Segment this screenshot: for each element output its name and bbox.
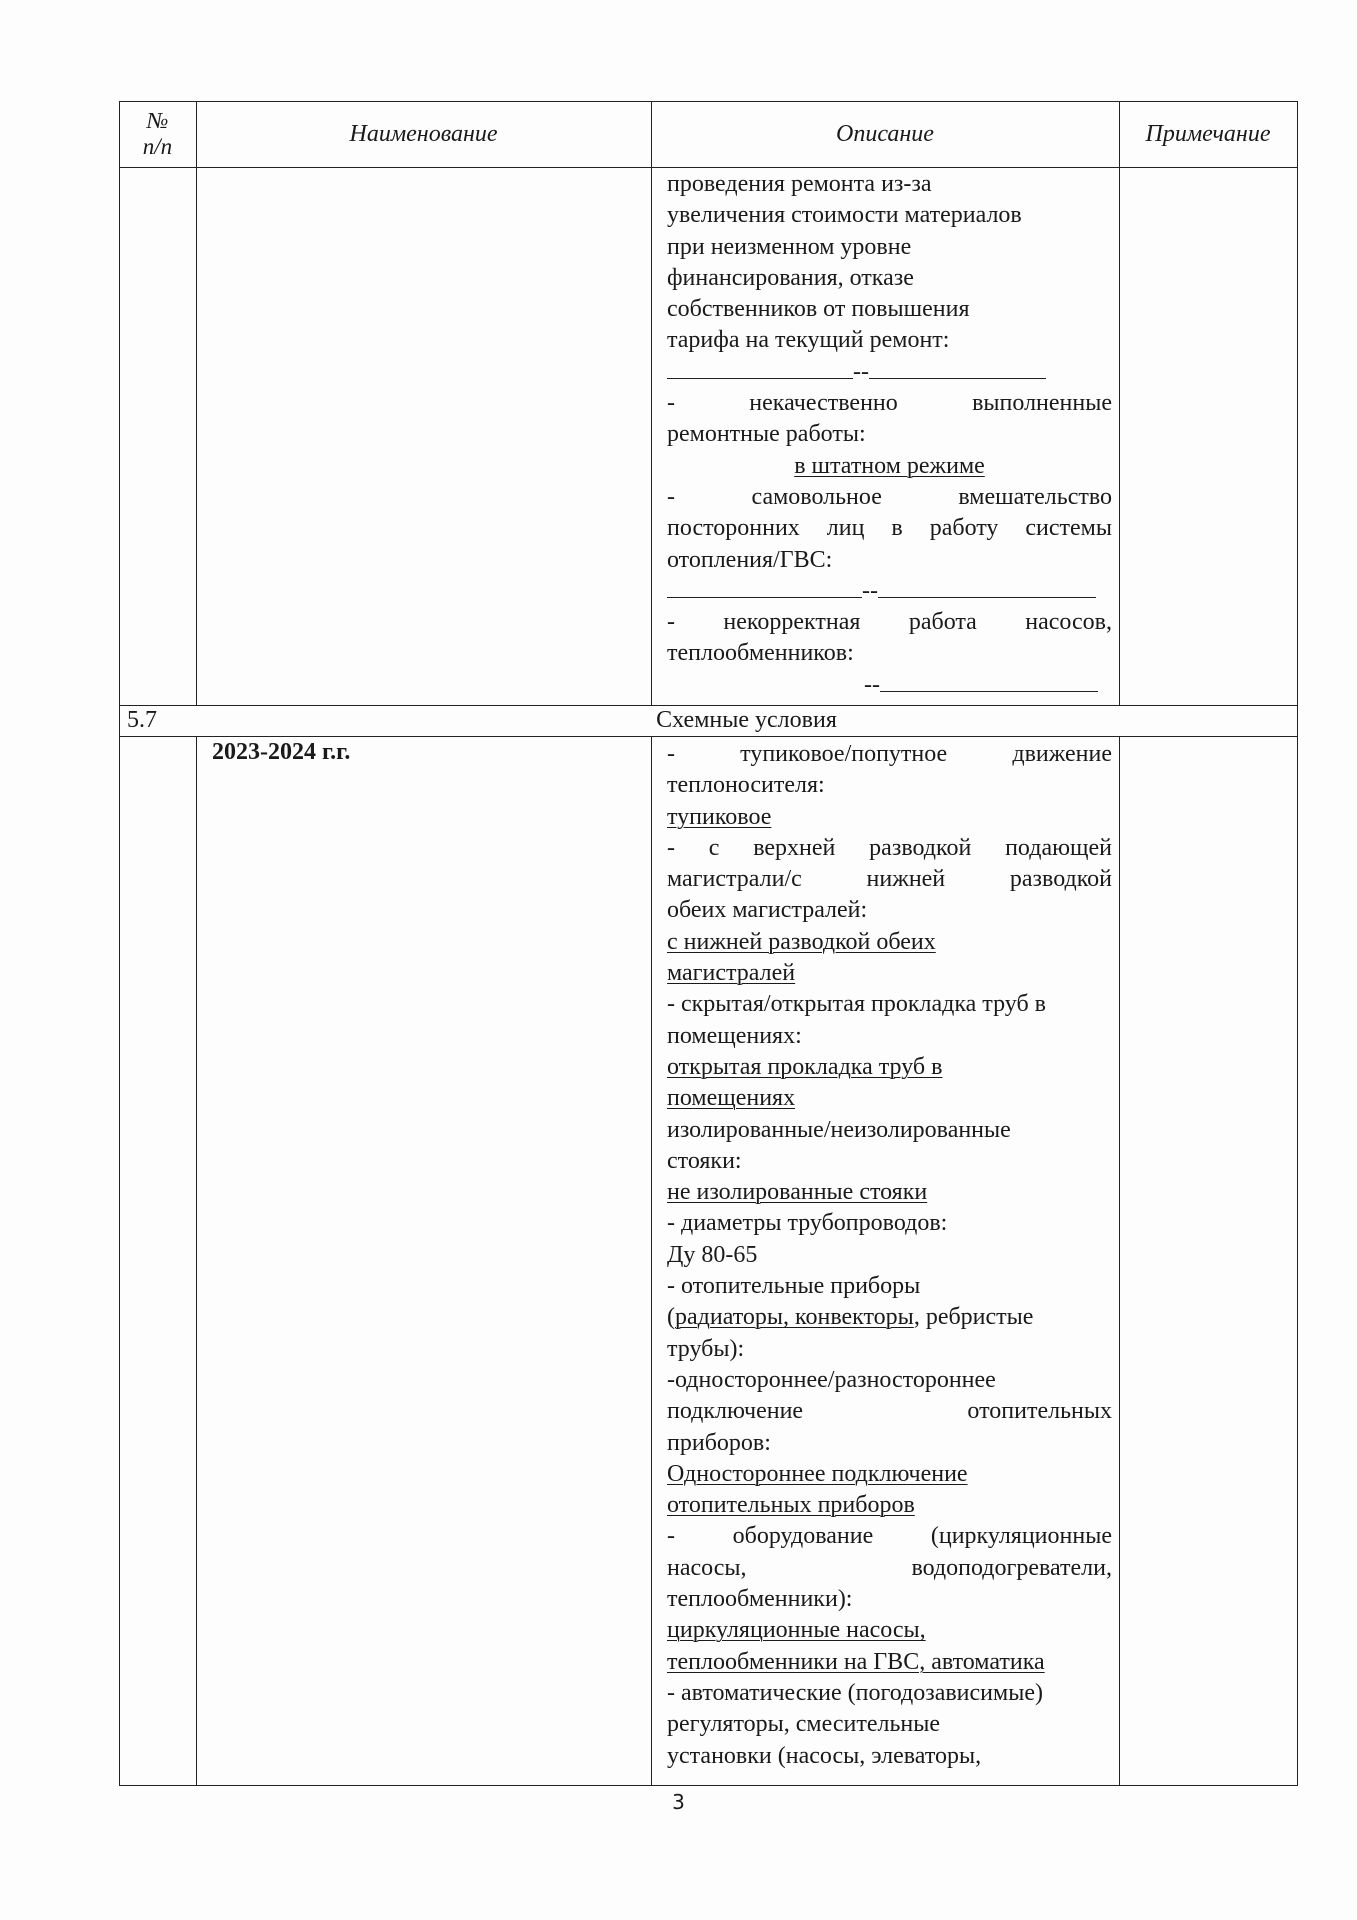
desc-line: - некорректная работа насосов, — [667, 609, 1112, 636]
desc-line: трубы): — [667, 1335, 745, 1362]
desc-line: - автоматические (погодозависимые) — [667, 1679, 1043, 1706]
desc-line: - некачественно выполненные — [667, 390, 1112, 417]
desc-line: ремонтные работы: — [667, 421, 866, 448]
col-divider-3 — [1119, 101, 1120, 705]
desc-line: насосы, водоподогреватели, — [667, 1554, 1112, 1581]
desc-line: - диаметры трубопроводов: — [667, 1210, 948, 1237]
desc-line: Одностороннее подключение — [667, 1460, 968, 1487]
desc-line: (радиаторы, конвекторы, ребристые — [667, 1304, 1034, 1331]
desc-line: не изолированные стояки — [667, 1179, 928, 1206]
desc-line: собственников от повышения — [667, 296, 970, 323]
document-table — [119, 101, 1298, 1785]
schematic-conditions-description — [667, 739, 1112, 1772]
desc-line: Ду 80-65 — [667, 1241, 758, 1268]
desc-line: приборов: — [667, 1429, 771, 1456]
desc-line: тарифа на текущий ремонт: — [667, 327, 950, 354]
col-divider-1 — [196, 101, 197, 705]
table-border-left — [119, 101, 120, 1785]
header-col-description: Описание — [836, 121, 934, 147]
desc-line: - отопительные приборы — [667, 1273, 921, 1300]
desc-line: - оборудование (циркуляционные — [667, 1523, 1112, 1550]
desc-line: проведения ремонта из-за — [667, 171, 932, 197]
desc-line: теплообменники): — [667, 1586, 853, 1613]
header-bottom-rule — [119, 167, 1298, 168]
desc-line: магистрали/с нижней разводкой — [667, 866, 1112, 893]
desc-line: отопительных приборов — [667, 1492, 915, 1519]
col-divider-1b — [196, 736, 197, 1785]
header-col-number: № п/п — [142, 108, 173, 159]
period-name: 2023-2024 г.г. — [212, 739, 351, 765]
desc-line: с нижней разводкой обеих — [667, 928, 936, 955]
desc-line: магистралей — [667, 960, 796, 987]
desc-line: установки (насосы, элеваторы, — [667, 1742, 982, 1769]
col-divider-2b — [651, 736, 652, 1785]
section-title: Схемные условия — [656, 707, 837, 733]
section-number: 5.7 — [127, 707, 157, 733]
desc-line: помещениях — [667, 1085, 796, 1112]
desc-line: увеличения стоимости материалов — [667, 202, 1022, 229]
desc-line: при неизменном уровне — [667, 233, 912, 260]
header-col-note: Примечание — [1145, 121, 1271, 147]
blank-answer-line: -- — [667, 357, 1112, 388]
blank-answer-line: -- — [667, 670, 1112, 701]
desc-line: финансирования, отказе — [667, 264, 914, 291]
desc-line: тупиковое — [667, 803, 772, 830]
desc-line: отопления/ГВС: — [667, 546, 833, 573]
page-number: 3 — [672, 1790, 685, 1814]
desc-line: - скрытая/открытая прокладка труб в — [667, 991, 1046, 1018]
desc-line: циркуляционные насосы, — [667, 1617, 926, 1644]
desc-line: изолированные/неизолированные — [667, 1116, 1011, 1143]
desc-line: открытая прокладка труб в — [667, 1053, 943, 1080]
desc-line: -одностороннее/разностороннее — [667, 1366, 996, 1393]
desc-line: - с верхней разводкой подающей — [667, 834, 1112, 861]
table-border-right — [1297, 101, 1298, 1785]
blank-answer-line: -- — [667, 576, 1112, 607]
desc-line: регуляторы, смесительные — [667, 1711, 941, 1738]
description-block-continued — [667, 169, 1112, 701]
desc-line: - тупиковое/попутное движение — [667, 741, 1112, 767]
col-divider-2 — [651, 101, 652, 705]
desc-line: стояки: — [667, 1147, 742, 1174]
desc-line: посторонних лиц в работу системы — [667, 515, 1112, 542]
desc-line: помещениях: — [667, 1022, 802, 1049]
col-divider-3b — [1119, 736, 1120, 1785]
desc-line: подключение отопительных — [667, 1398, 1112, 1425]
header-col-name: Наименование — [349, 121, 498, 147]
table-border-bottom — [119, 1785, 1298, 1786]
desc-line: - самовольное вмешательство — [667, 483, 1112, 510]
desc-line: теплообменников: — [667, 640, 854, 667]
desc-line: теплоносителя: — [667, 772, 825, 799]
desc-line: обеих магистралей: — [667, 897, 868, 924]
desc-line: теплообменники на ГВС, автоматика — [667, 1648, 1045, 1675]
answer-text: в штатном режиме — [794, 452, 985, 479]
